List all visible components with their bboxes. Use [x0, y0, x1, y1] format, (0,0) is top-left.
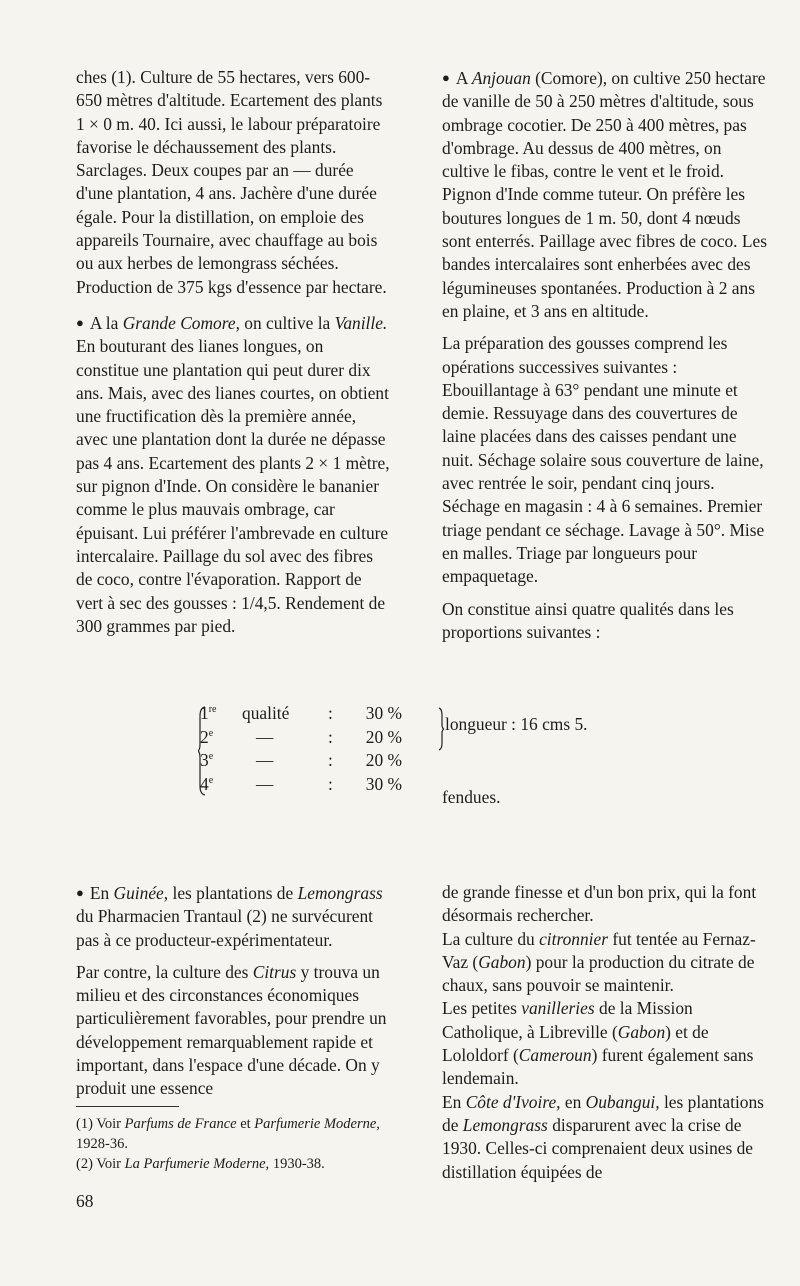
paragraph-citrus: Par contre, la culture des Citrus y trouva un milieu et des circonstances économiques particulièrement favorables, pour prendre un développement remarquablement rapide et important, dans l'espace d'une décade. On y produit une essence: [76, 961, 387, 1099]
quality-row: 4e — : 30 %: [200, 773, 402, 794]
left-column-bottom: [76, 881, 390, 1101]
footnotes: [76, 1114, 396, 1174]
quality-row: 2e — : 20 %: [200, 726, 402, 747]
paragraph-grande-comore: ● A la Grande Comore, on cultive la Vanille. En bouturant des lianes longues, on constitue une plantation qui peut durer dix ans. Mais, avec des lianes courtes, on obtient une fructification dès la première année, avec une plantation dont la durée ne dépasse pas 4 ans. Ecartement des plants 2 × 1 mètre, sur pignon d'Inde. On considère le bananier comme le plus mauvais ombrage, car épuisant. Lui préférer l'ambrevade en culture intercalaire. Paillage du sol avec des fibres de coco, contre l'évaporation. Rapport de vert à sec des gousses : 1/4,5. Rendement de 300 grammes par pied.: [76, 312, 390, 636]
footnote-divider: [76, 1106, 179, 1107]
right-column-bottom: [442, 881, 770, 1184]
paragraph-anjouan: ● A Anjouan (Comore), on cultive 250 hectare de vanille de 50 à 250 mètres d'altitude, sous ombrage cocotier. De 250 à 400 mètres, pas d'ombrage. Au dessus de 400 mètres, on cultive le fibas, contre le vent et le froid. Pignon d'Inde comme tuteur. On préfère les boutures longues de 1 m. 50, dont 4 nœuds sont enterrés. Paillage avec fibres de coco. Les bandes intercalaires sont enherbées avec des légumineuses spontanées. Production à 2 ans en plaine, et 3 ans en altitude.: [442, 68, 767, 321]
quality-table: [200, 702, 430, 796]
right-column-top: [442, 66, 770, 644]
bullet-icon: ●: [442, 70, 450, 85]
paragraph-cote-ivoire: En Côte d'Ivoire, en Oubangui, les plantations de Lemongrass disparurent avec la crise de 1930. Celles-ci comprenaient deux usines de distillation équipées de: [442, 1091, 764, 1182]
paragraph-citronnier: La culture du citronnier fut tentée au Fernaz-Vaz (Gabon) pour la production du citrate de chaux, sans pouvoir se maintenir.: [442, 928, 756, 996]
paragraph-finesse: de grande finesse et d'un bon prix, qui la font désormais rechercher.: [442, 882, 757, 926]
paragraph-qualites-intro: On constitue ainsi quatre qualités dans les proportions suivantes :: [442, 598, 734, 642]
paragraph-guinee: ● En Guinée, les plantations de Lemongrass du Pharmacien Trantaul (2) ne survécurent pas à ce producteur-expérimentateur.: [76, 883, 383, 950]
quality-row: 1re qualité : 30 %: [200, 703, 402, 723]
paragraph-vanilleries: Les petites vanilleries de la Mission Catholique, à Libreville (Gabon) et de Lololdorf (Cameroun) furent également sans lendemain.: [442, 998, 754, 1089]
right-brace-icon: [438, 707, 444, 751]
footnote-2: (2) Voir La Parfumerie Moderne, 1930-38.: [76, 1156, 325, 1172]
quality-note-split: fendues.: [442, 787, 501, 807]
bullet-icon: ●: [76, 885, 84, 900]
paragraph-lemongrass-culture: ches (1). Culture de 55 hectares, vers 600-650 mètres d'altitude. Ecartement des plants 1 × 0 m. 40. Ici aussi, le labour préparatoire favorise le déchaussement des plants. Sarclages. Deux coupes par an — durée d'une plantation, 4 ans. Jachère d'une durée égale. Pour la distillation, on emploie des appareils Tournaire, avec chauffage au bois ou aux herbes de lemongrass séchées. Production de 375 kgs d'essence par hectare.: [76, 67, 387, 297]
quality-note-length: longueur : 16 cms 5.: [445, 714, 588, 734]
page-number: 68: [76, 1191, 94, 1211]
quality-row: 3e — : 20 %: [200, 750, 402, 770]
footnote-1: (1) Voir Parfums de France et Parfumerie Moderne, 1928-36.: [76, 1116, 380, 1152]
left-column-top: [76, 66, 390, 647]
paragraph-preparation-gousses: La préparation des gousses comprend les opérations successives suivantes : Ebouillantage à 63° pendant une minute et demie. Ressuyage dans des couvertures de laine placées dans des caisses pendant une nuit. Séchage solaire sous couverture de laine, avec rentrée le soir, pendant cinq jours. Séchage en magasin : 4 à 6 semaines. Premier triage pendant ce séchage. Lavage à 50°. Mise en malles. Triage par longueurs pour empaquetage.: [442, 333, 765, 587]
bullet-icon: ●: [76, 314, 84, 330]
